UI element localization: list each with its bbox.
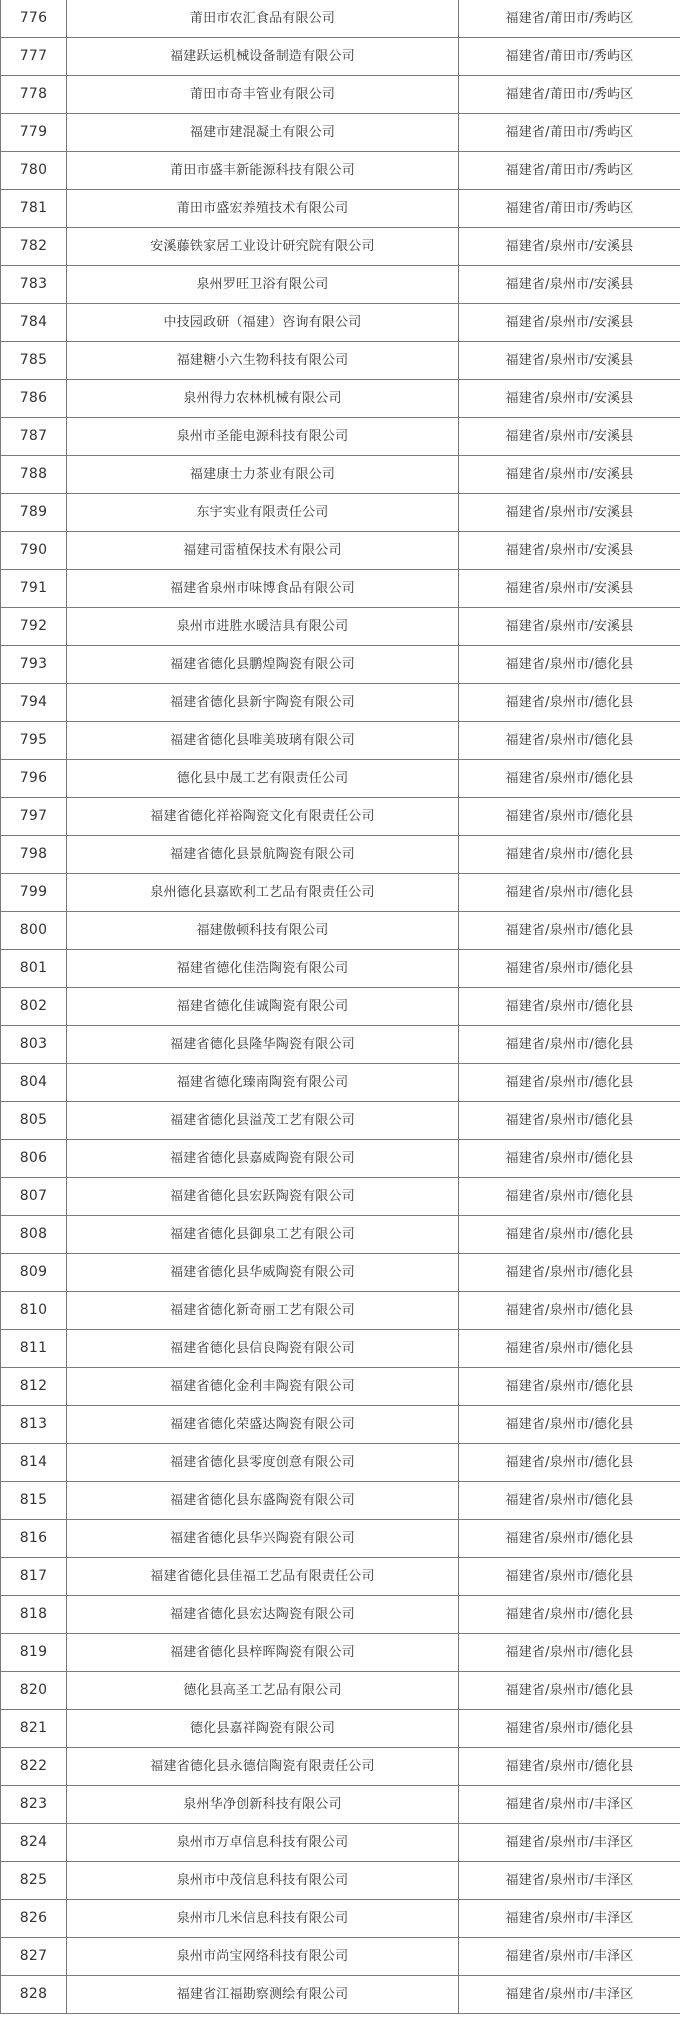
company-name-cell: 莆田市盛宏养殖技术有限公司 <box>67 190 459 228</box>
region-cell: 福建省/莆田市/秀屿区 <box>459 190 680 228</box>
table-row <box>1 456 680 494</box>
row-number-cell: 820 <box>1 1672 67 1710</box>
region-cell: 福建省/泉州市/德化县 <box>459 912 680 950</box>
region-cell: 福建省/泉州市/德化县 <box>459 1368 680 1406</box>
region-cell: 福建省/泉州市/安溪县 <box>459 570 680 608</box>
table-row <box>1 836 680 874</box>
company-name-cell: 福建司雷植保技术有限公司 <box>67 532 459 570</box>
company-name-cell: 莆田市盛丰新能源科技有限公司 <box>67 152 459 190</box>
table-row <box>1 1254 680 1292</box>
company-name-cell: 泉州市尚宝网络科技有限公司 <box>67 1938 459 1976</box>
region-cell: 福建省/泉州市/德化县 <box>459 1710 680 1748</box>
region-cell: 福建省/泉州市/德化县 <box>459 1140 680 1178</box>
table-row <box>1 76 680 114</box>
table-row <box>1 1140 680 1178</box>
row-number-cell: 788 <box>1 456 67 494</box>
row-number-cell: 793 <box>1 646 67 684</box>
region-cell: 福建省/莆田市/秀屿区 <box>459 114 680 152</box>
row-number-cell: 827 <box>1 1938 67 1976</box>
region-cell: 福建省/泉州市/德化县 <box>459 1634 680 1672</box>
row-number-cell: 815 <box>1 1482 67 1520</box>
region-cell: 福建省/泉州市/德化县 <box>459 988 680 1026</box>
region-cell: 福建省/泉州市/安溪县 <box>459 228 680 266</box>
row-number-cell: 805 <box>1 1102 67 1140</box>
region-cell: 福建省/泉州市/安溪县 <box>459 532 680 570</box>
row-number-cell: 786 <box>1 380 67 418</box>
table-row <box>1 418 680 456</box>
company-name-cell: 福建省德化县东盛陶瓷有限公司 <box>67 1482 459 1520</box>
company-name-cell: 泉州市万卓信息科技有限公司 <box>67 1824 459 1862</box>
row-number-cell: 791 <box>1 570 67 608</box>
company-name-cell: 福建省德化县华威陶瓷有限公司 <box>67 1254 459 1292</box>
table-row <box>1 1292 680 1330</box>
region-cell: 福建省/泉州市/德化县 <box>459 1482 680 1520</box>
table-row <box>1 1406 680 1444</box>
company-name-cell: 德化县高圣工艺品有限公司 <box>67 1672 459 1710</box>
table-row <box>1 1748 680 1786</box>
company-name-cell: 莆田市奇丰管业有限公司 <box>67 76 459 114</box>
table-row <box>1 1710 680 1748</box>
table-row <box>1 114 680 152</box>
row-number-cell: 782 <box>1 228 67 266</box>
row-number-cell: 794 <box>1 684 67 722</box>
company-name-cell: 福建省德化县御泉工艺有限公司 <box>67 1216 459 1254</box>
table-row <box>1 1558 680 1596</box>
company-name-cell: 福建省德化县佳福工艺品有限责任公司 <box>67 1558 459 1596</box>
row-number-cell: 795 <box>1 722 67 760</box>
table-row <box>1 988 680 1026</box>
region-cell: 福建省/泉州市/德化县 <box>459 1558 680 1596</box>
table-row <box>1 646 680 684</box>
company-name-cell: 福建省泉州市味博食品有限公司 <box>67 570 459 608</box>
table-row <box>1 532 680 570</box>
table-row <box>1 266 680 304</box>
table-row <box>1 190 680 228</box>
table-row <box>1 1634 680 1672</box>
row-number-cell: 828 <box>1 1976 67 2014</box>
row-number-cell: 779 <box>1 114 67 152</box>
company-name-cell: 福建省德化佳诚陶瓷有限公司 <box>67 988 459 1026</box>
company-name-cell: 福建省德化县唯美玻璃有限公司 <box>67 722 459 760</box>
region-cell: 福建省/泉州市/丰泽区 <box>459 1786 680 1824</box>
region-cell: 福建省/泉州市/安溪县 <box>459 304 680 342</box>
company-name-cell: 泉州市进胜水暖洁具有限公司 <box>67 608 459 646</box>
company-name-cell: 泉州华净创新科技有限公司 <box>67 1786 459 1824</box>
row-number-cell: 821 <box>1 1710 67 1748</box>
row-number-cell: 797 <box>1 798 67 836</box>
row-number-cell: 781 <box>1 190 67 228</box>
table-row <box>1 1102 680 1140</box>
table-row <box>1 570 680 608</box>
company-name-cell: 福建省德化金利丰陶瓷有限公司 <box>67 1368 459 1406</box>
company-name-cell: 福建省德化县梓晖陶瓷有限公司 <box>67 1634 459 1672</box>
company-name-cell: 福建省德化县零度创意有限公司 <box>67 1444 459 1482</box>
row-number-cell: 810 <box>1 1292 67 1330</box>
company-name-cell: 福建糖小六生物科技有限公司 <box>67 342 459 380</box>
region-cell: 福建省/莆田市/秀屿区 <box>459 0 680 38</box>
table-row <box>1 1672 680 1710</box>
row-number-cell: 798 <box>1 836 67 874</box>
row-number-cell: 780 <box>1 152 67 190</box>
row-number-cell: 783 <box>1 266 67 304</box>
region-cell: 福建省/泉州市/安溪县 <box>459 494 680 532</box>
company-name-cell: 德化县嘉祥陶瓷有限公司 <box>67 1710 459 1748</box>
row-number-cell: 813 <box>1 1406 67 1444</box>
company-name-cell: 泉州市中茂信息科技有限公司 <box>67 1862 459 1900</box>
company-name-cell: 福建省德化祥裕陶瓷文化有限责任公司 <box>67 798 459 836</box>
table-row <box>1 1900 680 1938</box>
table-row <box>1 0 680 38</box>
company-name-cell: 福建省德化县溢茂工艺有限公司 <box>67 1102 459 1140</box>
row-number-cell: 823 <box>1 1786 67 1824</box>
company-name-cell: 泉州德化县嘉欧利工艺品有限责任公司 <box>67 874 459 912</box>
company-name-cell: 福建省江福勘察测绘有限公司 <box>67 1976 459 2014</box>
region-cell: 福建省/泉州市/德化县 <box>459 798 680 836</box>
company-name-cell: 泉州市几米信息科技有限公司 <box>67 1900 459 1938</box>
row-number-cell: 807 <box>1 1178 67 1216</box>
region-cell: 福建省/莆田市/秀屿区 <box>459 38 680 76</box>
company-name-cell: 福建省德化县新宇陶瓷有限公司 <box>67 684 459 722</box>
region-cell: 福建省/泉州市/德化县 <box>459 874 680 912</box>
table-row <box>1 1786 680 1824</box>
table-row <box>1 1064 680 1102</box>
row-number-cell: 792 <box>1 608 67 646</box>
table-row <box>1 608 680 646</box>
company-name-cell: 福建省德化县鹏煌陶瓷有限公司 <box>67 646 459 684</box>
row-number-cell: 785 <box>1 342 67 380</box>
company-name-cell: 福建省德化新奇丽工艺有限公司 <box>67 1292 459 1330</box>
region-cell: 福建省/泉州市/安溪县 <box>459 456 680 494</box>
row-number-cell: 811 <box>1 1330 67 1368</box>
region-cell: 福建省/泉州市/德化县 <box>459 1026 680 1064</box>
company-name-cell: 泉州罗旺卫浴有限公司 <box>67 266 459 304</box>
row-number-cell: 816 <box>1 1520 67 1558</box>
row-number-cell: 817 <box>1 1558 67 1596</box>
table-row <box>1 1862 680 1900</box>
region-cell: 福建省/泉州市/丰泽区 <box>459 1900 680 1938</box>
company-name-cell: 福建省德化臻南陶瓷有限公司 <box>67 1064 459 1102</box>
region-cell: 福建省/泉州市/德化县 <box>459 1216 680 1254</box>
region-cell: 福建省/泉州市/安溪县 <box>459 380 680 418</box>
table-row <box>1 722 680 760</box>
row-number-cell: 824 <box>1 1824 67 1862</box>
region-cell: 福建省/泉州市/德化县 <box>459 1064 680 1102</box>
company-name-cell: 福建省德化佳浩陶瓷有限公司 <box>67 950 459 988</box>
region-cell: 福建省/泉州市/德化县 <box>459 1254 680 1292</box>
row-number-cell: 802 <box>1 988 67 1026</box>
table-row <box>1 950 680 988</box>
company-name-cell: 泉州市圣能电源科技有限公司 <box>67 418 459 456</box>
company-name-cell: 莆田市农汇食品有限公司 <box>67 0 459 38</box>
row-number-cell: 809 <box>1 1254 67 1292</box>
company-name-cell: 福建跃运机械设备制造有限公司 <box>67 38 459 76</box>
table-row <box>1 1824 680 1862</box>
table-row <box>1 152 680 190</box>
table-row <box>1 798 680 836</box>
region-cell: 福建省/莆田市/秀屿区 <box>459 76 680 114</box>
row-number-cell: 826 <box>1 1900 67 1938</box>
row-number-cell: 801 <box>1 950 67 988</box>
table-row <box>1 380 680 418</box>
table-row <box>1 304 680 342</box>
region-cell: 福建省/泉州市/德化县 <box>459 646 680 684</box>
company-name-cell: 福建省德化县宏达陶瓷有限公司 <box>67 1596 459 1634</box>
table-row <box>1 38 680 76</box>
row-number-cell: 784 <box>1 304 67 342</box>
table-row <box>1 760 680 798</box>
table-row <box>1 228 680 266</box>
table-row <box>1 1216 680 1254</box>
region-cell: 福建省/泉州市/丰泽区 <box>459 1824 680 1862</box>
company-name-cell: 福建省德化县景航陶瓷有限公司 <box>67 836 459 874</box>
region-cell: 福建省/泉州市/德化县 <box>459 1520 680 1558</box>
region-cell: 福建省/泉州市/德化县 <box>459 1178 680 1216</box>
company-name-cell: 安溪藤铁家居工业设计研究院有限公司 <box>67 228 459 266</box>
row-number-cell: 822 <box>1 1748 67 1786</box>
company-name-cell: 东宇实业有限责任公司 <box>67 494 459 532</box>
company-name-cell: 福建市建混凝土有限公司 <box>67 114 459 152</box>
region-cell: 福建省/泉州市/德化县 <box>459 1444 680 1482</box>
row-number-cell: 808 <box>1 1216 67 1254</box>
region-cell: 福建省/泉州市/德化县 <box>459 836 680 874</box>
row-number-cell: 804 <box>1 1064 67 1102</box>
region-cell: 福建省/泉州市/德化县 <box>459 950 680 988</box>
table-row <box>1 1596 680 1634</box>
table-row <box>1 1520 680 1558</box>
company-name-cell: 福建省德化荣盛达陶瓷有限公司 <box>67 1406 459 1444</box>
region-cell: 福建省/泉州市/德化县 <box>459 1672 680 1710</box>
table-row <box>1 1938 680 1976</box>
region-cell: 福建省/泉州市/德化县 <box>459 722 680 760</box>
row-number-cell: 777 <box>1 38 67 76</box>
region-cell: 福建省/泉州市/德化县 <box>459 1596 680 1634</box>
row-number-cell: 819 <box>1 1634 67 1672</box>
table-row <box>1 1976 680 2014</box>
region-cell: 福建省/泉州市/丰泽区 <box>459 1938 680 1976</box>
row-number-cell: 818 <box>1 1596 67 1634</box>
row-number-cell: 800 <box>1 912 67 950</box>
company-name-cell: 福建省德化县华兴陶瓷有限公司 <box>67 1520 459 1558</box>
row-number-cell: 776 <box>1 0 67 38</box>
row-number-cell: 806 <box>1 1140 67 1178</box>
row-number-cell: 814 <box>1 1444 67 1482</box>
region-cell: 福建省/泉州市/德化县 <box>459 760 680 798</box>
region-cell: 福建省/泉州市/安溪县 <box>459 342 680 380</box>
row-number-cell: 796 <box>1 760 67 798</box>
region-cell: 福建省/泉州市/安溪县 <box>459 608 680 646</box>
company-name-cell: 福建省德化县隆华陶瓷有限公司 <box>67 1026 459 1064</box>
table-row <box>1 874 680 912</box>
region-cell: 福建省/泉州市/德化县 <box>459 1292 680 1330</box>
region-cell: 福建省/泉州市/安溪县 <box>459 266 680 304</box>
company-name-cell: 德化县中晟工艺有限责任公司 <box>67 760 459 798</box>
region-cell: 福建省/泉州市/丰泽区 <box>459 1862 680 1900</box>
company-name-cell: 福建省德化县永德信陶瓷有限责任公司 <box>67 1748 459 1786</box>
row-number-cell: 812 <box>1 1368 67 1406</box>
table-row <box>1 912 680 950</box>
table-row <box>1 1482 680 1520</box>
table-row <box>1 1330 680 1368</box>
row-number-cell: 789 <box>1 494 67 532</box>
company-name-cell: 福建康士力茶业有限公司 <box>67 456 459 494</box>
region-cell: 福建省/泉州市/德化县 <box>459 1330 680 1368</box>
region-cell: 福建省/泉州市/安溪县 <box>459 418 680 456</box>
region-cell: 福建省/泉州市/德化县 <box>459 1102 680 1140</box>
region-cell: 福建省/泉州市/德化县 <box>459 684 680 722</box>
region-cell: 福建省/莆田市/秀屿区 <box>459 152 680 190</box>
row-number-cell: 803 <box>1 1026 67 1064</box>
table-row <box>1 342 680 380</box>
table-row <box>1 1368 680 1406</box>
table-row <box>1 494 680 532</box>
table-row <box>1 684 680 722</box>
company-name-cell: 福建傲顿科技有限公司 <box>67 912 459 950</box>
region-cell: 福建省/泉州市/德化县 <box>459 1406 680 1444</box>
company-name-cell: 泉州得力农林机械有限公司 <box>67 380 459 418</box>
row-number-cell: 799 <box>1 874 67 912</box>
table-row <box>1 1178 680 1216</box>
table-row <box>1 1444 680 1482</box>
company-name-cell: 福建省德化县嘉威陶瓷有限公司 <box>67 1140 459 1178</box>
row-number-cell: 778 <box>1 76 67 114</box>
company-table-body <box>1 0 680 2014</box>
row-number-cell: 825 <box>1 1862 67 1900</box>
region-cell: 福建省/泉州市/德化县 <box>459 1748 680 1786</box>
row-number-cell: 787 <box>1 418 67 456</box>
company-name-cell: 福建省德化县信良陶瓷有限公司 <box>67 1330 459 1368</box>
row-number-cell: 790 <box>1 532 67 570</box>
company-name-cell: 福建省德化县宏跃陶瓷有限公司 <box>67 1178 459 1216</box>
region-cell: 福建省/泉州市/丰泽区 <box>459 1976 680 2014</box>
company-name-cell: 中技园政研（福建）咨询有限公司 <box>67 304 459 342</box>
table-row <box>1 1026 680 1064</box>
